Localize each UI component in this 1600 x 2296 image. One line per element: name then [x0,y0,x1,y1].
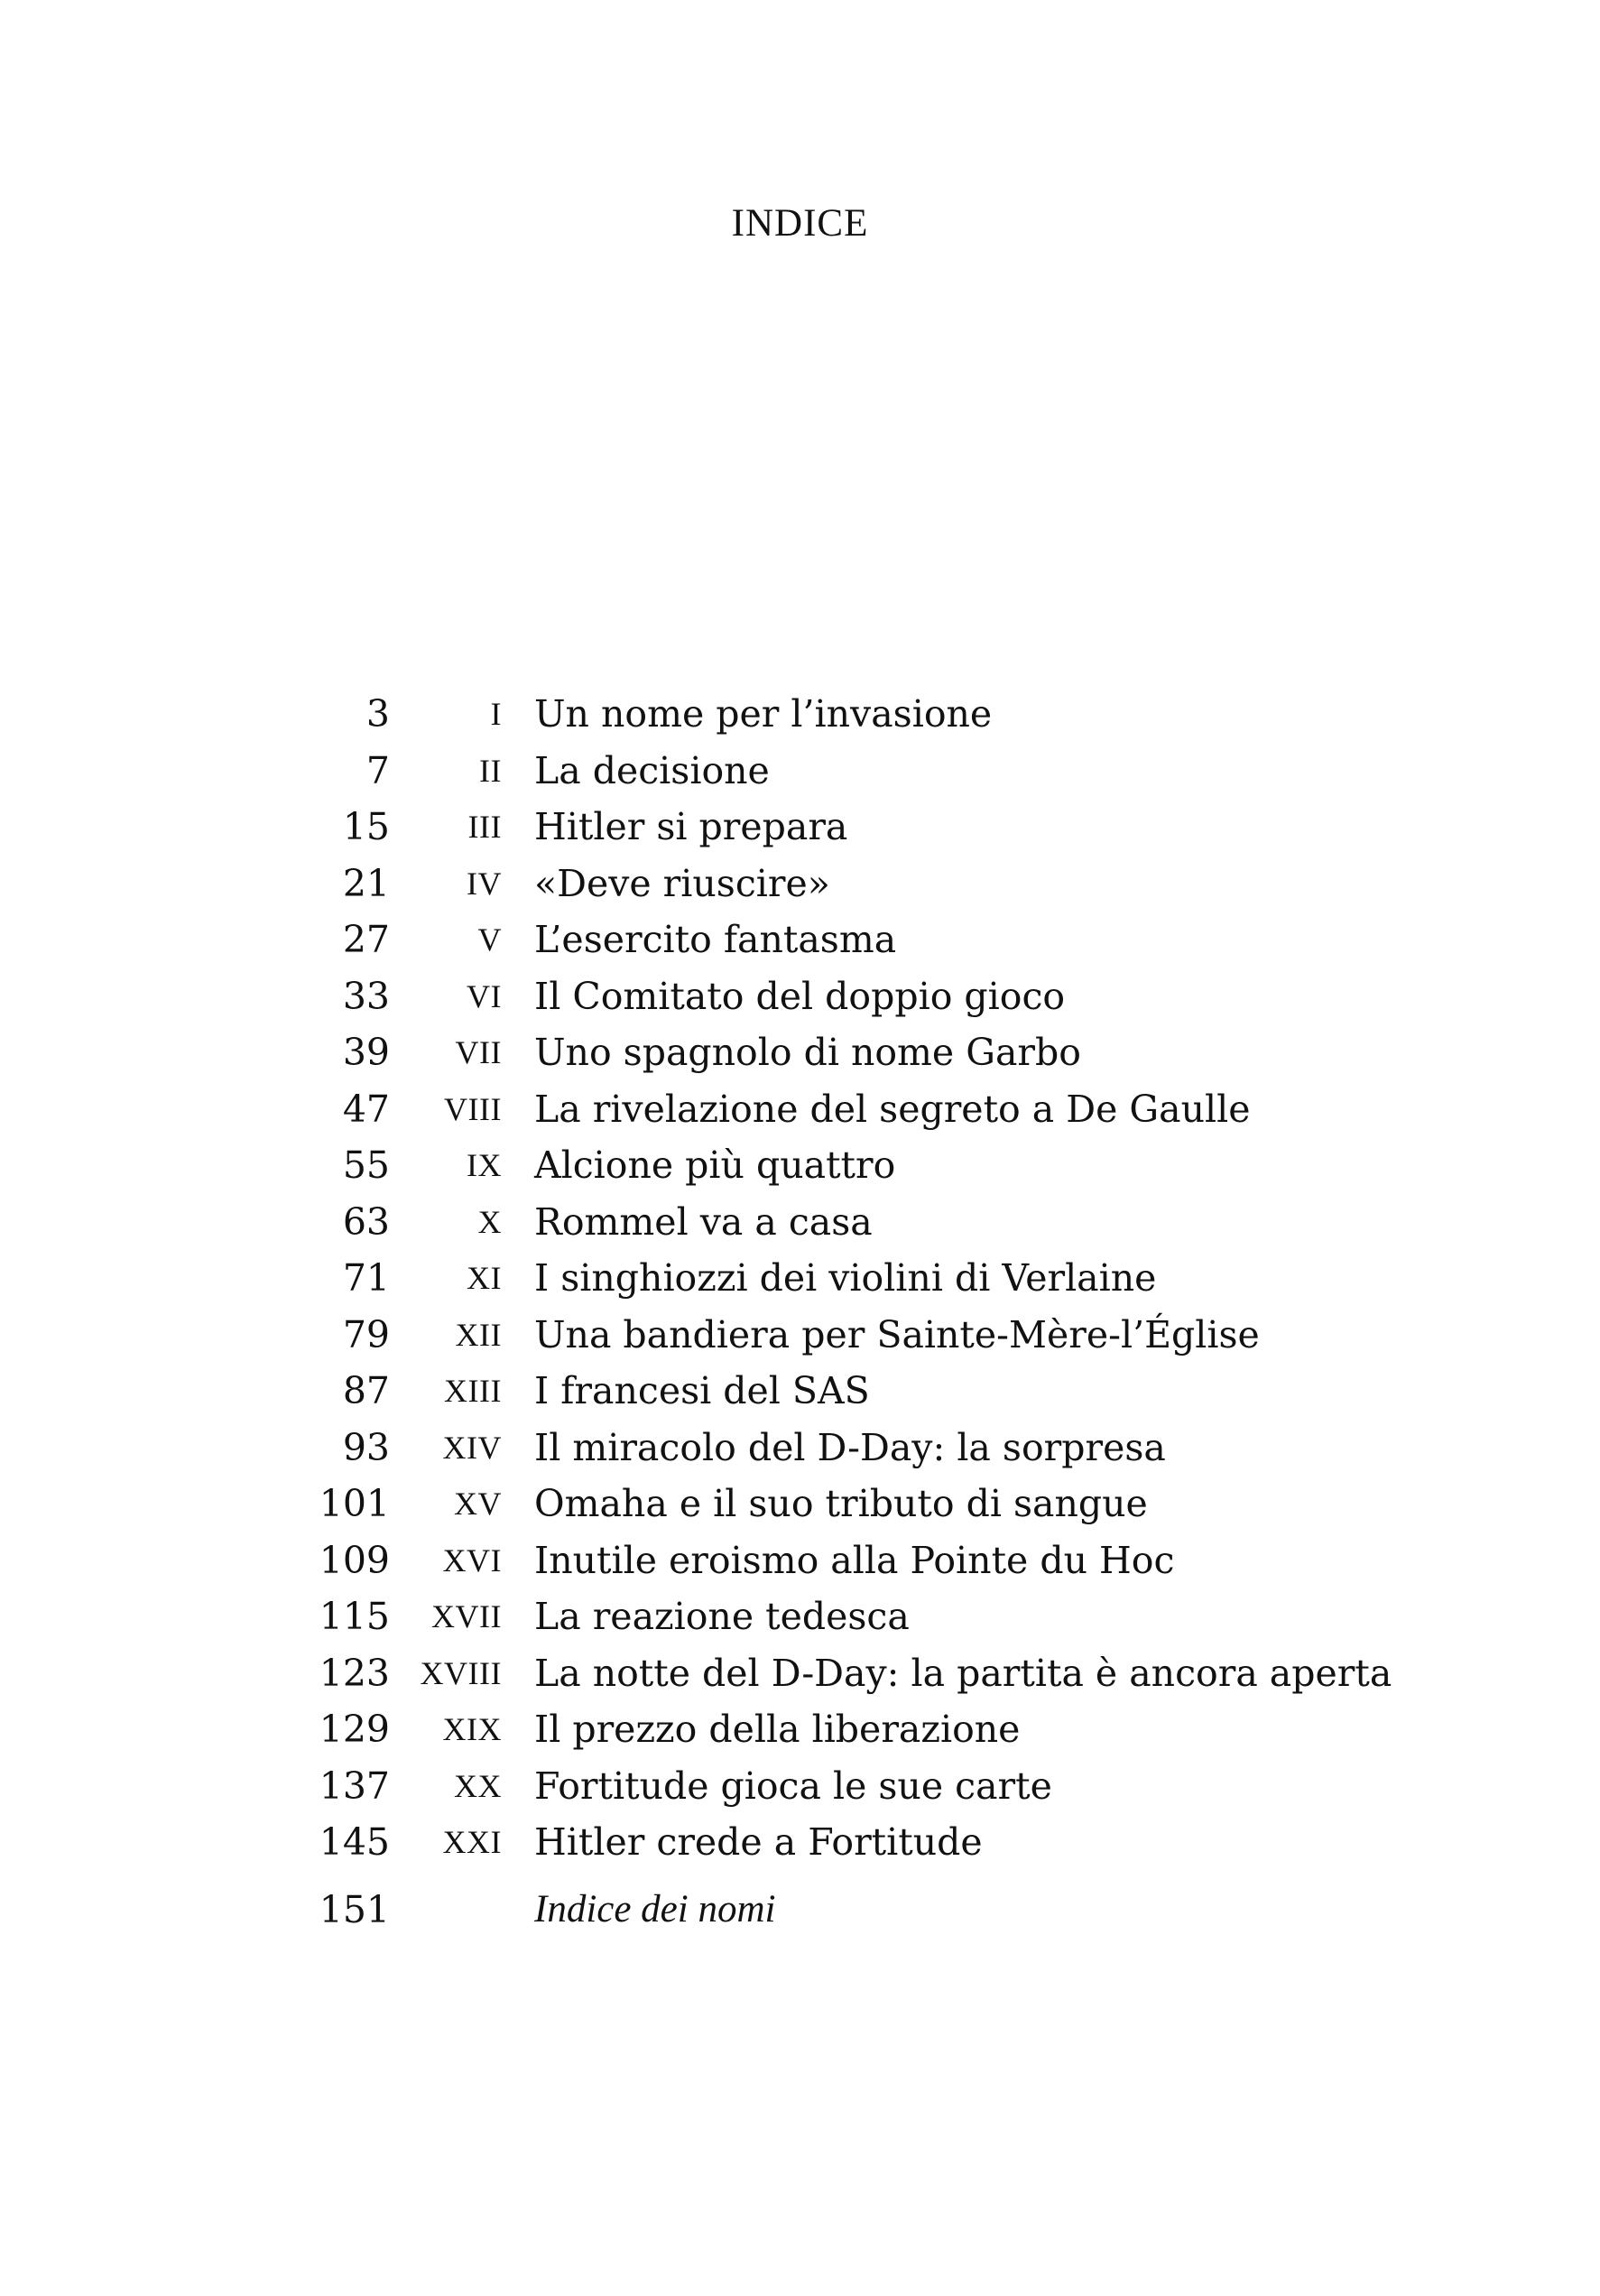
toc-entry [307,1758,1480,1815]
toc-entry [307,968,1480,1025]
toc-page-number: 71 [342,1256,390,1300]
toc-chapter-number: III [467,809,502,845]
toc-chapter-number: VII [455,1034,502,1070]
toc-entry [307,1137,1480,1194]
toc-entry [307,1250,1480,1307]
toc-page-number: 21 [342,861,390,905]
toc-chapter-number: II [479,752,502,789]
toc-chapter-title: Alcione più quattro [534,1143,896,1187]
toc-page-number: 15 [342,805,390,848]
toc-page-number: 87 [342,1369,390,1412]
toc-page-number: 3 [365,692,390,736]
toc-chapter-number: XX [454,1767,502,1804]
toc-index-title: Indice dei nomi [534,1887,776,1930]
toc-entry [307,912,1480,968]
toc-chapter-title: I singhiozzi dei violini di Verlaine [534,1256,1157,1300]
table-of-contents [307,686,1480,1938]
toc-chapter-number: XV [454,1486,502,1522]
toc-entry [307,1307,1480,1364]
toc-chapter-title: L’esercito fantasma [534,918,897,961]
toc-chapter-title: Un nome per l’invasione [534,692,993,736]
toc-chapter-title: La reazione tedesca [534,1595,910,1638]
toc-chapter-number: XIII [444,1373,502,1409]
toc-chapter-number: X [477,1203,502,1240]
toc-entry [307,1024,1480,1081]
toc-chapter-number: I [490,696,502,732]
toc-chapter-number: VIII [444,1090,502,1127]
toc-chapter-number: XI [467,1260,502,1296]
toc-page-number: 33 [342,974,390,1018]
toc-chapter-number: XIV [442,1429,502,1466]
toc-chapter-number: XXI [442,1824,502,1860]
toc-page-number: 63 [342,1199,390,1244]
toc-page-number: 115 [319,1595,390,1638]
toc-entry [307,1701,1480,1758]
toc-entry [307,1532,1480,1589]
toc-entry [307,799,1480,856]
toc-chapter-number: IV [467,865,502,902]
toc-chapter-title: Il miracolo del D-Day: la sorpresa [534,1425,1166,1469]
toc-page-number: 55 [342,1143,390,1187]
toc-chapter-title: Rommel va a casa [534,1199,873,1244]
toc-page-number: 27 [342,918,390,961]
toc-chapter-title: Una bandiera per Sainte-Mère-l’Église [534,1312,1260,1356]
toc-entry [307,856,1480,912]
toc-chapter-title: La decisione [534,748,770,792]
toc-page-number: 79 [342,1312,390,1356]
toc-chapter-title: La notte del D-Day: la partita è ancora aperta [534,1651,1392,1695]
toc-entry [307,1194,1480,1251]
toc-index-entry [307,1882,1480,1939]
toc-chapter-title: Il prezzo della liberazione [534,1708,1021,1751]
toc-page-number: 151 [319,1887,390,1931]
toc-chapter-number: XII [455,1316,502,1353]
toc-chapter-title: Hitler crede a Fortitude [534,1820,983,1864]
toc-page-number: 47 [342,1087,390,1131]
toc-chapter-title: «Deve riuscire» [534,861,830,905]
toc-page-number: 109 [319,1538,390,1582]
toc-chapter-title: Inutile eroismo alla Pointe du Hoc [534,1538,1175,1582]
toc-chapter-number: XVIII [420,1654,502,1691]
toc-entry [307,1081,1480,1138]
page-title: INDICE [731,202,869,245]
toc-chapter-number: V [477,921,502,958]
toc-chapter-title: Uno spagnolo di nome Garbo [534,1031,1081,1074]
toc-chapter-title: La rivelazione del segreto a De Gaulle [534,1087,1251,1131]
toc-entry [307,1645,1480,1702]
toc-page-number: 145 [319,1820,390,1864]
toc-entry [307,1476,1480,1532]
toc-chapter-title: I francesi del SAS [534,1369,870,1412]
toc-chapter-number: IX [467,1147,502,1183]
toc-chapter-title: Il Comitato del doppio gioco [534,974,1066,1018]
toc-entry [307,686,1480,743]
toc-chapter-number: VI [467,977,502,1014]
toc-page-number: 93 [342,1425,390,1469]
toc-chapter-number: XIX [442,1711,502,1747]
toc-page-number: 129 [319,1708,390,1751]
toc-page-number: 123 [319,1651,390,1695]
toc-chapter-title: Hitler si prepara [534,805,848,848]
toc-page-number: 101 [319,1482,390,1525]
toc-chapter-title: Fortitude gioca le sue carte [534,1764,1052,1808]
toc-chapter-title: Omaha e il suo tributo di sangue [534,1482,1148,1525]
toc-entry [307,743,1480,800]
toc-entry [307,1420,1480,1477]
toc-page-number: 7 [365,748,390,792]
toc-page-number: 39 [342,1031,390,1074]
toc-entry [307,1588,1480,1645]
toc-entry [307,1363,1480,1420]
toc-chapter-number: XVI [442,1541,502,1578]
toc-chapter-number: XVII [431,1598,502,1634]
toc-entry [307,1814,1480,1871]
toc-page-number: 137 [319,1764,390,1808]
